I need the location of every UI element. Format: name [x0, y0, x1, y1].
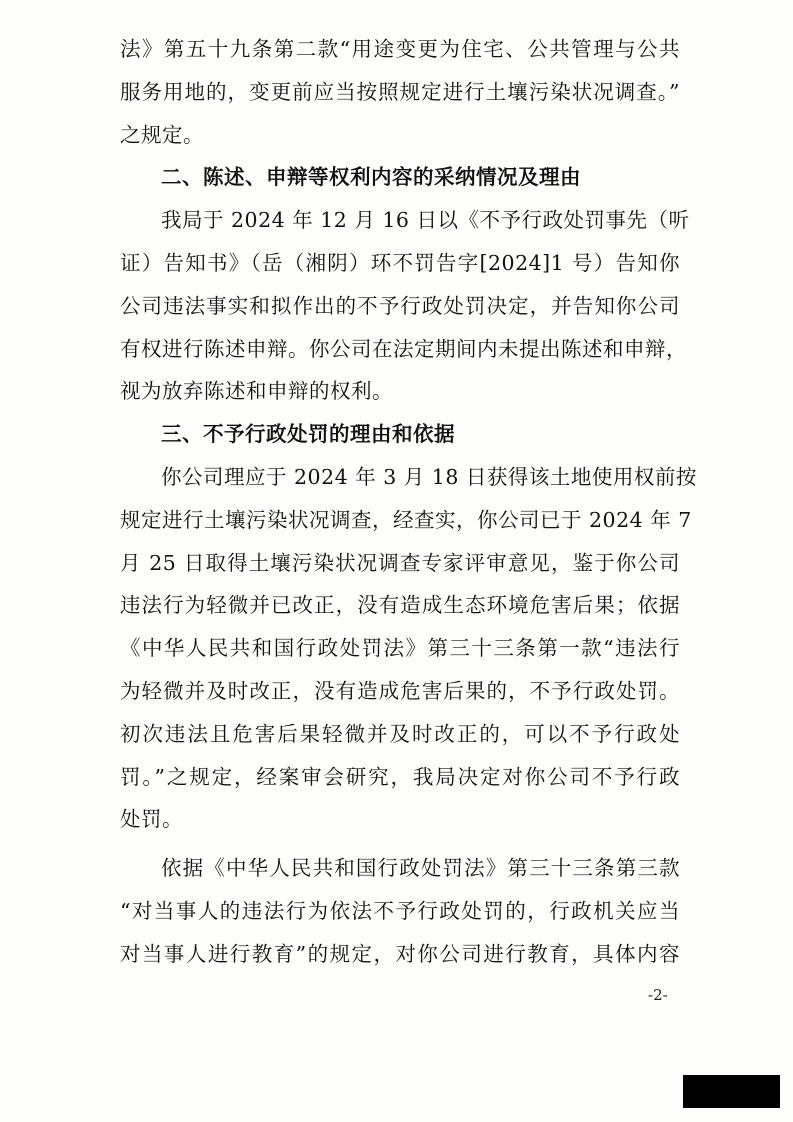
text-line: 服务用地的，变更前应当按照规定进行土壤污染状况调查。” — [120, 79, 680, 104]
text-line: 我局于 2024 年 12 月 16 日以《不予行政处罚事先（听 — [161, 208, 690, 233]
text-line: 对当事人进行教育”的规定，对你公司进行教育，具体内容 — [120, 941, 680, 966]
section-heading-2: 二、陈述、申辩等权利内容的采纳情况及理由 — [161, 165, 581, 190]
text-line: 罚。”之规定，经案审会研究，我局决定对你公司不予行政 — [120, 764, 680, 789]
text-line: 月 25 日取得土壤污染状况调查专家评审意见，鉴于你公司 — [120, 550, 680, 575]
text-line: 为轻微并及时改正，没有造成危害后果的，不予行政处罚。 — [120, 678, 680, 703]
redaction-block — [683, 1075, 780, 1108]
page-number: -2- — [648, 986, 668, 1004]
text-line: 规定进行土壤污染状况调查，经查实，你公司已于 2024 年 7 — [120, 507, 692, 532]
text-line: 处罚。 — [120, 807, 183, 832]
document-body — [120, 28, 697, 976]
section-heading-3: 三、不予行政处罚的理由和依据 — [161, 422, 455, 447]
text-line: 之规定。 — [120, 122, 204, 147]
text-line: 你公司理应于 2024 年 3 月 18 日获得该土地使用权前按 — [161, 464, 697, 489]
text-line: 公司违法事实和拟作出的不予行政处罚决定，并告知你公司 — [120, 293, 680, 318]
text-line: 依据《中华人民共和国行政处罚法》第三十三条第三款 — [161, 856, 680, 881]
text-line: 《中华人民共和国行政处罚法》第三十三条第一款“违法行 — [120, 636, 680, 661]
text-line: 违法行为轻微并已改正，没有造成生态环境危害后果；依据 — [120, 593, 680, 618]
text-line: 有权进行陈述申辩。你公司在法定期间内未提出陈述和申辩， — [120, 336, 687, 361]
text-line: “对当事人的违法行为依法不予行政处罚的，行政机关应当 — [120, 898, 680, 923]
text-line: 初次违法且危害后果轻微并及时改正的，可以不予行政处 — [120, 721, 680, 746]
text-line: 证）告知书》（岳（湘阴）环不罚告字[2024]1 号）告知你 — [120, 250, 680, 275]
text-line: 法》第五十九条第二款“用途变更为住宅、公共管理与公共 — [120, 37, 680, 61]
text-line: 视为放弃陈述和申辩的权利。 — [120, 379, 393, 404]
